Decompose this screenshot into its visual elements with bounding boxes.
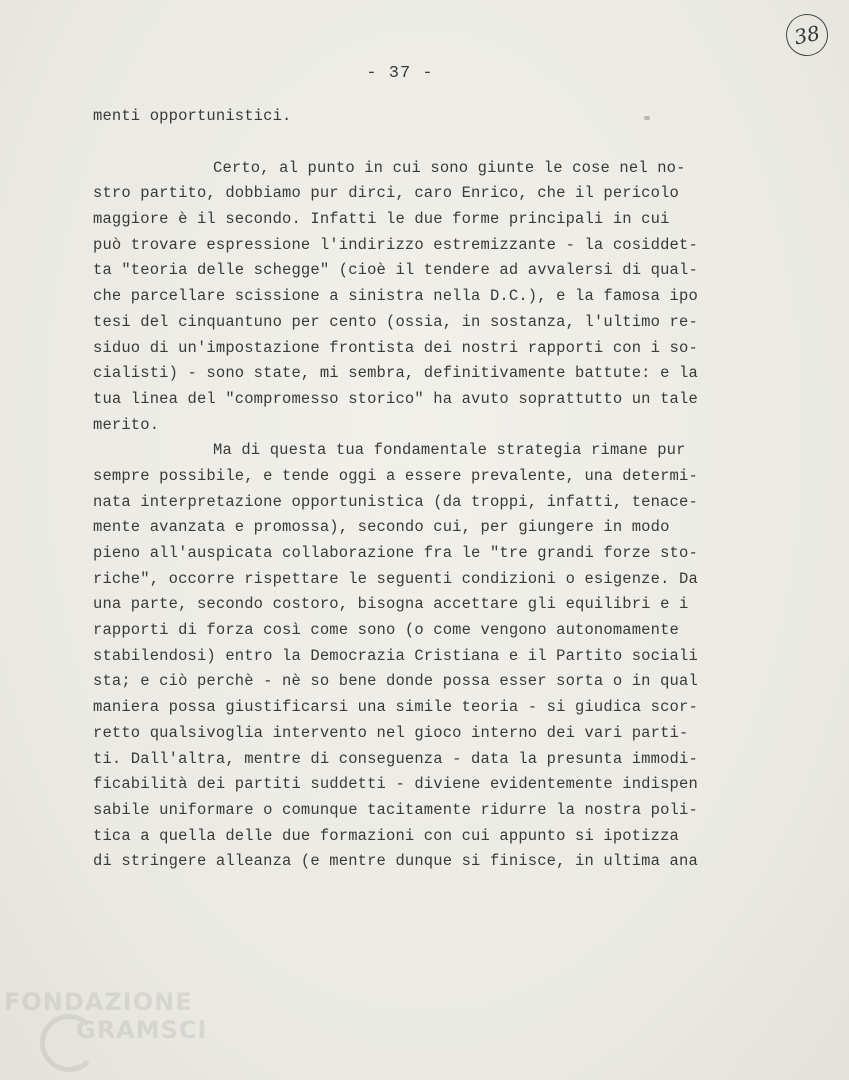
blank-line	[93, 130, 773, 156]
text-line: maggiore è il secondo. Infatti le due forme principali in cui	[93, 210, 670, 229]
text-line: siduo di un'impostazione frontista dei nostri rapporti con i so-	[93, 338, 698, 357]
text-line: può trovare espressione l'indirizzo estremizzante - la cosiddet-	[93, 235, 698, 254]
text-line: retto qualsivoglia intervento nel gioco interno dei vari parti-	[93, 723, 689, 742]
text-line: di stringere alleanza (e mentre dunque si finisce, in ultima ana	[93, 852, 698, 871]
watermark-line-1: FONDAZIONE	[4, 988, 193, 1016]
text-line: tesi del cinquantuno per cento (ossia, in sostanza, l'ultimo re-	[93, 312, 698, 331]
text-line: sempre possibile, e tende oggi a essere prevalente, una determi-	[93, 466, 698, 485]
text-line: maniera possa giustificarsi una simile teoria - si giudica scor-	[93, 698, 698, 717]
text-line: rapporti di forza così come sono (o come vengono autonomamente	[93, 621, 679, 640]
archive-page-number: 38	[782, 10, 832, 60]
text-line: cialisti) - sono state, mi sembra, definitivamente battute: e la	[93, 364, 698, 383]
text-line: ficabilità dei partiti suddetti - diviene evidentemente indispen	[93, 775, 698, 794]
text-line: mente avanzata e promossa), secondo cui, per giungere in modo	[93, 518, 670, 537]
text-line: merito.	[93, 415, 160, 434]
watermark-line-2: GRAMSCI	[76, 1016, 208, 1044]
text-line: nata interpretazione opportunistica (da troppi, infatti, tenace-	[93, 492, 698, 511]
typed-letter-body	[93, 104, 773, 875]
text-line: che parcellare scissione a sinistra nella D.C.), e la famosa ipo	[93, 287, 698, 306]
text-line: pieno all'auspicata collaborazione fra le "tre grandi forze sto-	[93, 544, 698, 562]
text-line: tua linea del "compromesso storico" ha avuto soprattutto un tale	[93, 389, 698, 408]
text-line: ta "teoria delle schegge" (cioè il tendere ad avvalersi di qual-	[93, 261, 698, 280]
foundation-watermark	[4, 988, 224, 1076]
text-line: Certo, al punto in cui sono giunte le cose nel no-	[213, 158, 686, 177]
text-line: ti. Dall'altra, mentre di conseguenza - data la presunta immodi-	[93, 749, 698, 768]
text-line: menti opportunistici.	[93, 107, 292, 125]
text-line: sta; e ciò perchè - nè so bene donde possa esser sorta o in qual	[93, 672, 698, 691]
text-line: una parte, secondo costoro, bisogna accettare gli equilibri e i	[93, 595, 689, 614]
text-line: stabilendosi) entro la Democrazia Cristiana e il Partito sociali	[93, 646, 698, 665]
text-line: riche", occorre rispettare le seguenti condizioni o esigenze. Da	[93, 569, 698, 588]
text-line: stro partito, dobbiamo pur dirci, caro Enrico, che il pericolo	[93, 184, 679, 203]
page-number: - 37 -	[366, 64, 434, 83]
text-line: sabile uniformare o comunque tacitamente ridurre la nostra poli-	[93, 800, 698, 819]
text-line: Ma di questa tua fondamentale strategia rimane pur	[213, 441, 686, 460]
text-line: tica a quella delle due formazioni con cui appunto si ipotizza	[93, 826, 679, 845]
